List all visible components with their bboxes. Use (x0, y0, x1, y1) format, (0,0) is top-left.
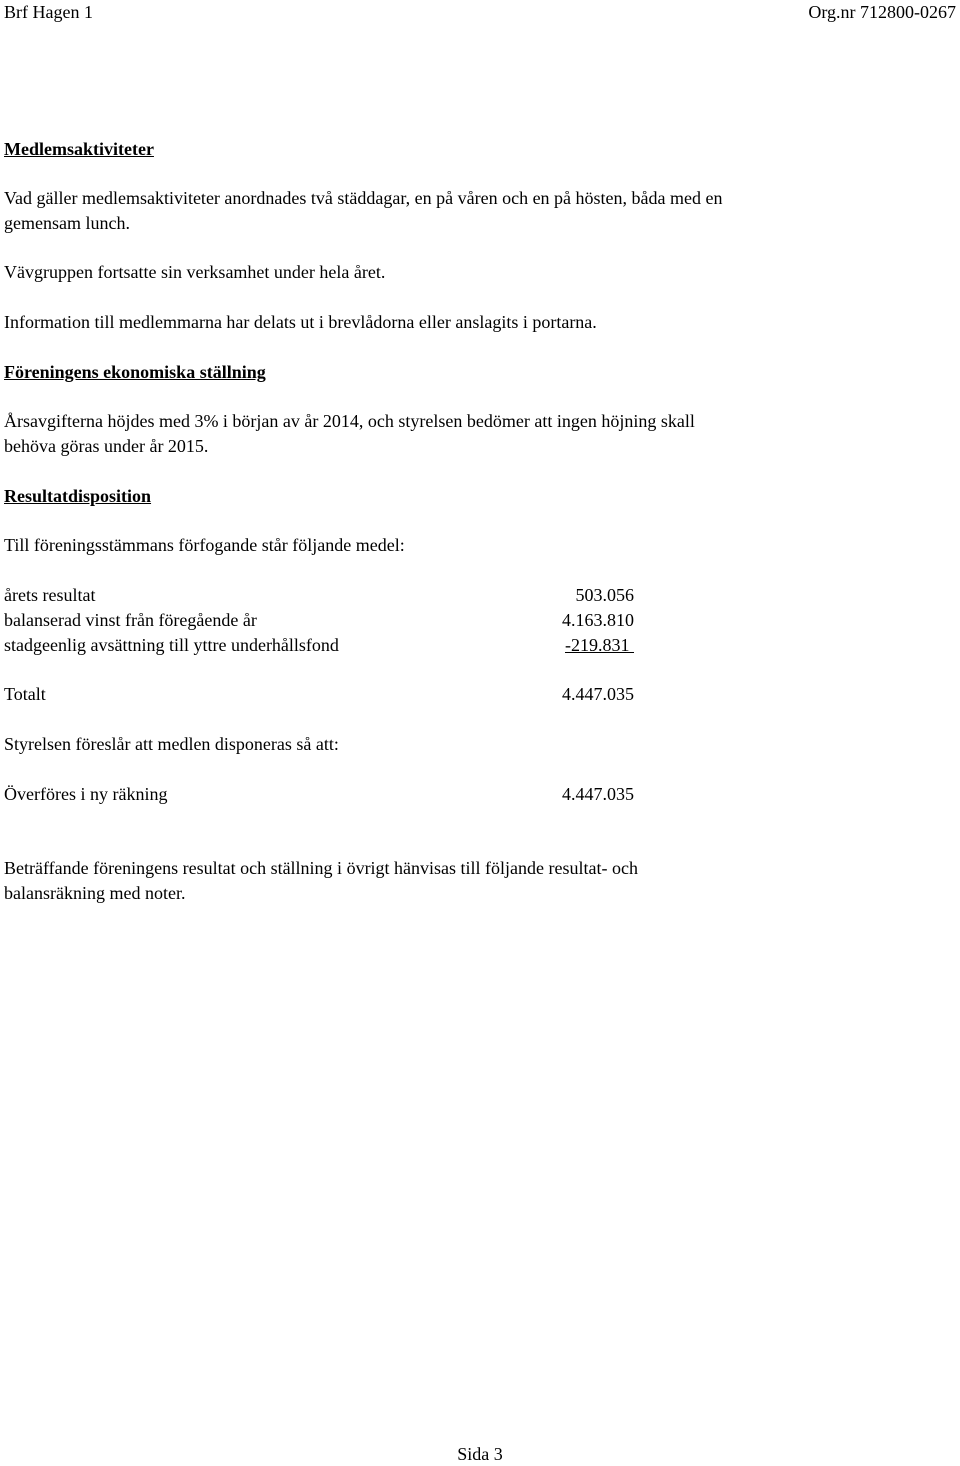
paragraph-proposal: Styrelsen föreslår att medlen disponeras så att: (4, 734, 339, 754)
heading-resultatdisposition: Resultatdisposition (4, 486, 152, 506)
header-association-name: Brf Hagen 1 (4, 2, 93, 22)
funds-row-value: 4.163.810 (562, 610, 634, 630)
paragraph-funds-intro: Till föreningsstämmans förfogande står följande medel: (4, 535, 405, 555)
funds-row-label: stadgeenlig avsättning till yttre underhållsfond (4, 635, 339, 655)
transfer-value: 4.447.035 (562, 784, 634, 804)
paragraph-weaving-group: Vävgruppen fortsatte sin verksamhet under hela året. (4, 262, 386, 282)
funds-row-value: -219.831 (565, 635, 634, 655)
paragraph-information: Information till medlemmarna har delats ut i brevlådorna eller anslagits i portarna. (4, 312, 597, 332)
transfer-label: Överföres i ny räkning (4, 784, 168, 804)
paragraph-fees-line2: behöva göras under år 2015. (4, 436, 209, 456)
paragraph-activities-line2: gemensam lunch. (4, 213, 130, 233)
funds-row-label: balanserad vinst från föregående år (4, 610, 257, 630)
total-value: 4.447.035 (562, 684, 634, 704)
funds-row-value: 503.056 (575, 585, 634, 605)
heading-medlemsaktiviteter: Medlemsaktiviteter (4, 139, 154, 159)
funds-row-label: årets resultat (4, 585, 96, 605)
paragraph-closing-line2: balansräkning med noter. (4, 883, 186, 903)
paragraph-fees-line1: Årsavgifterna höjdes med 3% i början av år 2014, och styrelsen bedömer att ingen höjning skall (4, 411, 695, 431)
total-label: Totalt (4, 684, 46, 704)
header-org-number: Org.nr 712800-0267 (808, 2, 956, 22)
paragraph-closing-line1: Beträffande föreningens resultat och ställning i övrigt hänvisas till följande resultat- och (4, 858, 638, 878)
heading-ekonomi: Föreningens ekonomiska ställning (4, 362, 266, 382)
page-number: Sida 3 (457, 1444, 503, 1464)
paragraph-activities-line1: Vad gäller medlemsaktiviteter anordnades två städdagar, en på våren och en på hösten, båda med en (4, 188, 723, 208)
